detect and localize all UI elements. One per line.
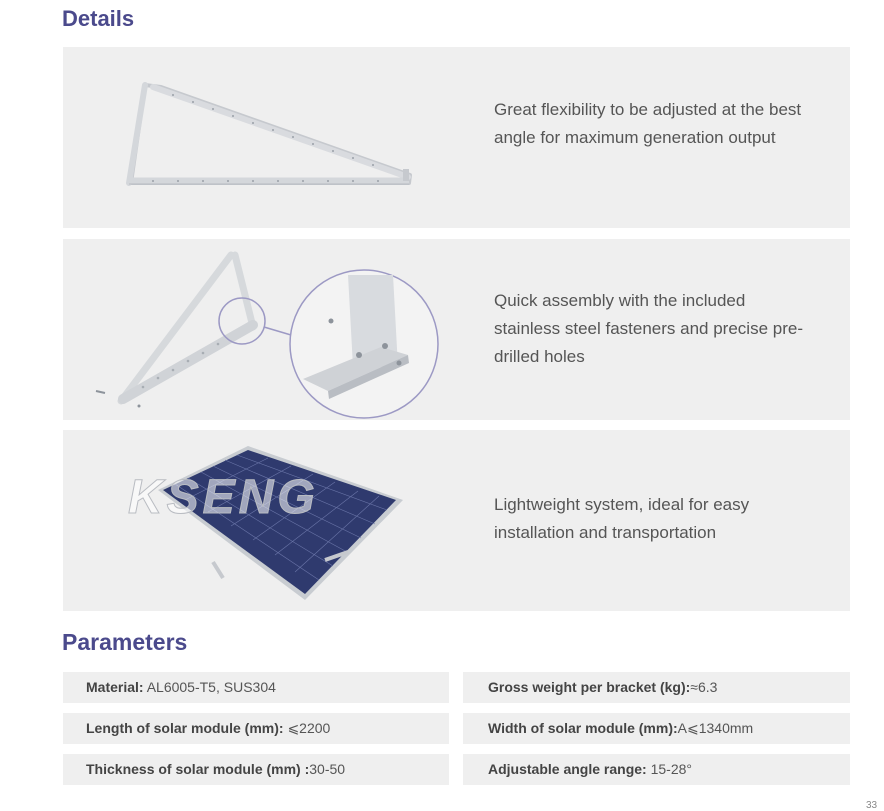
param-label: Gross weight per bracket (kg):: [488, 679, 691, 695]
param-material: [63, 672, 449, 703]
param-value: ⩽2200: [287, 720, 331, 736]
param-value: A⩽1340mm: [677, 720, 754, 736]
param-module-thickness: [63, 754, 449, 785]
details-heading: Details: [62, 6, 135, 31]
brand-watermark: KSENG: [128, 471, 319, 524]
param-label: Adjustable angle range:: [488, 761, 647, 777]
detail-text: Great flexibility to be adjusted at the best angle for maximum generation output: [494, 100, 802, 147]
param-angle-range: [463, 754, 850, 785]
param-module-length: [63, 713, 449, 744]
param-module-width: [463, 713, 850, 744]
page-number: 33: [866, 800, 878, 811]
detail-text: Quick assembly with the included stainless steel fasteners and precise pre-drilled holes: [494, 291, 803, 366]
detail-card-adjustable-angle: [63, 47, 850, 228]
triangle-bracket-image: [63, 47, 483, 228]
detail-card-lightweight: [63, 430, 850, 611]
param-value: AL6005-T5, SUS304: [146, 679, 276, 695]
param-value: ≈6.3: [690, 679, 718, 695]
bracket-assembly-image: [63, 239, 483, 420]
parameters-heading: Parameters: [62, 629, 188, 655]
detail-card-quick-assembly: [63, 239, 850, 420]
detail-text: Lightweight system, ideal for easy installation and transportation: [494, 495, 750, 542]
param-gross-weight: [463, 672, 850, 703]
param-value: 15-28°: [646, 761, 692, 777]
param-label: Length of solar module (mm):: [86, 720, 288, 736]
param-label: Width of solar module (mm):: [488, 720, 678, 736]
param-value: 30-50: [309, 761, 346, 777]
param-label: Material:: [86, 679, 144, 695]
param-label: Thickness of solar module (mm) :: [86, 761, 310, 777]
